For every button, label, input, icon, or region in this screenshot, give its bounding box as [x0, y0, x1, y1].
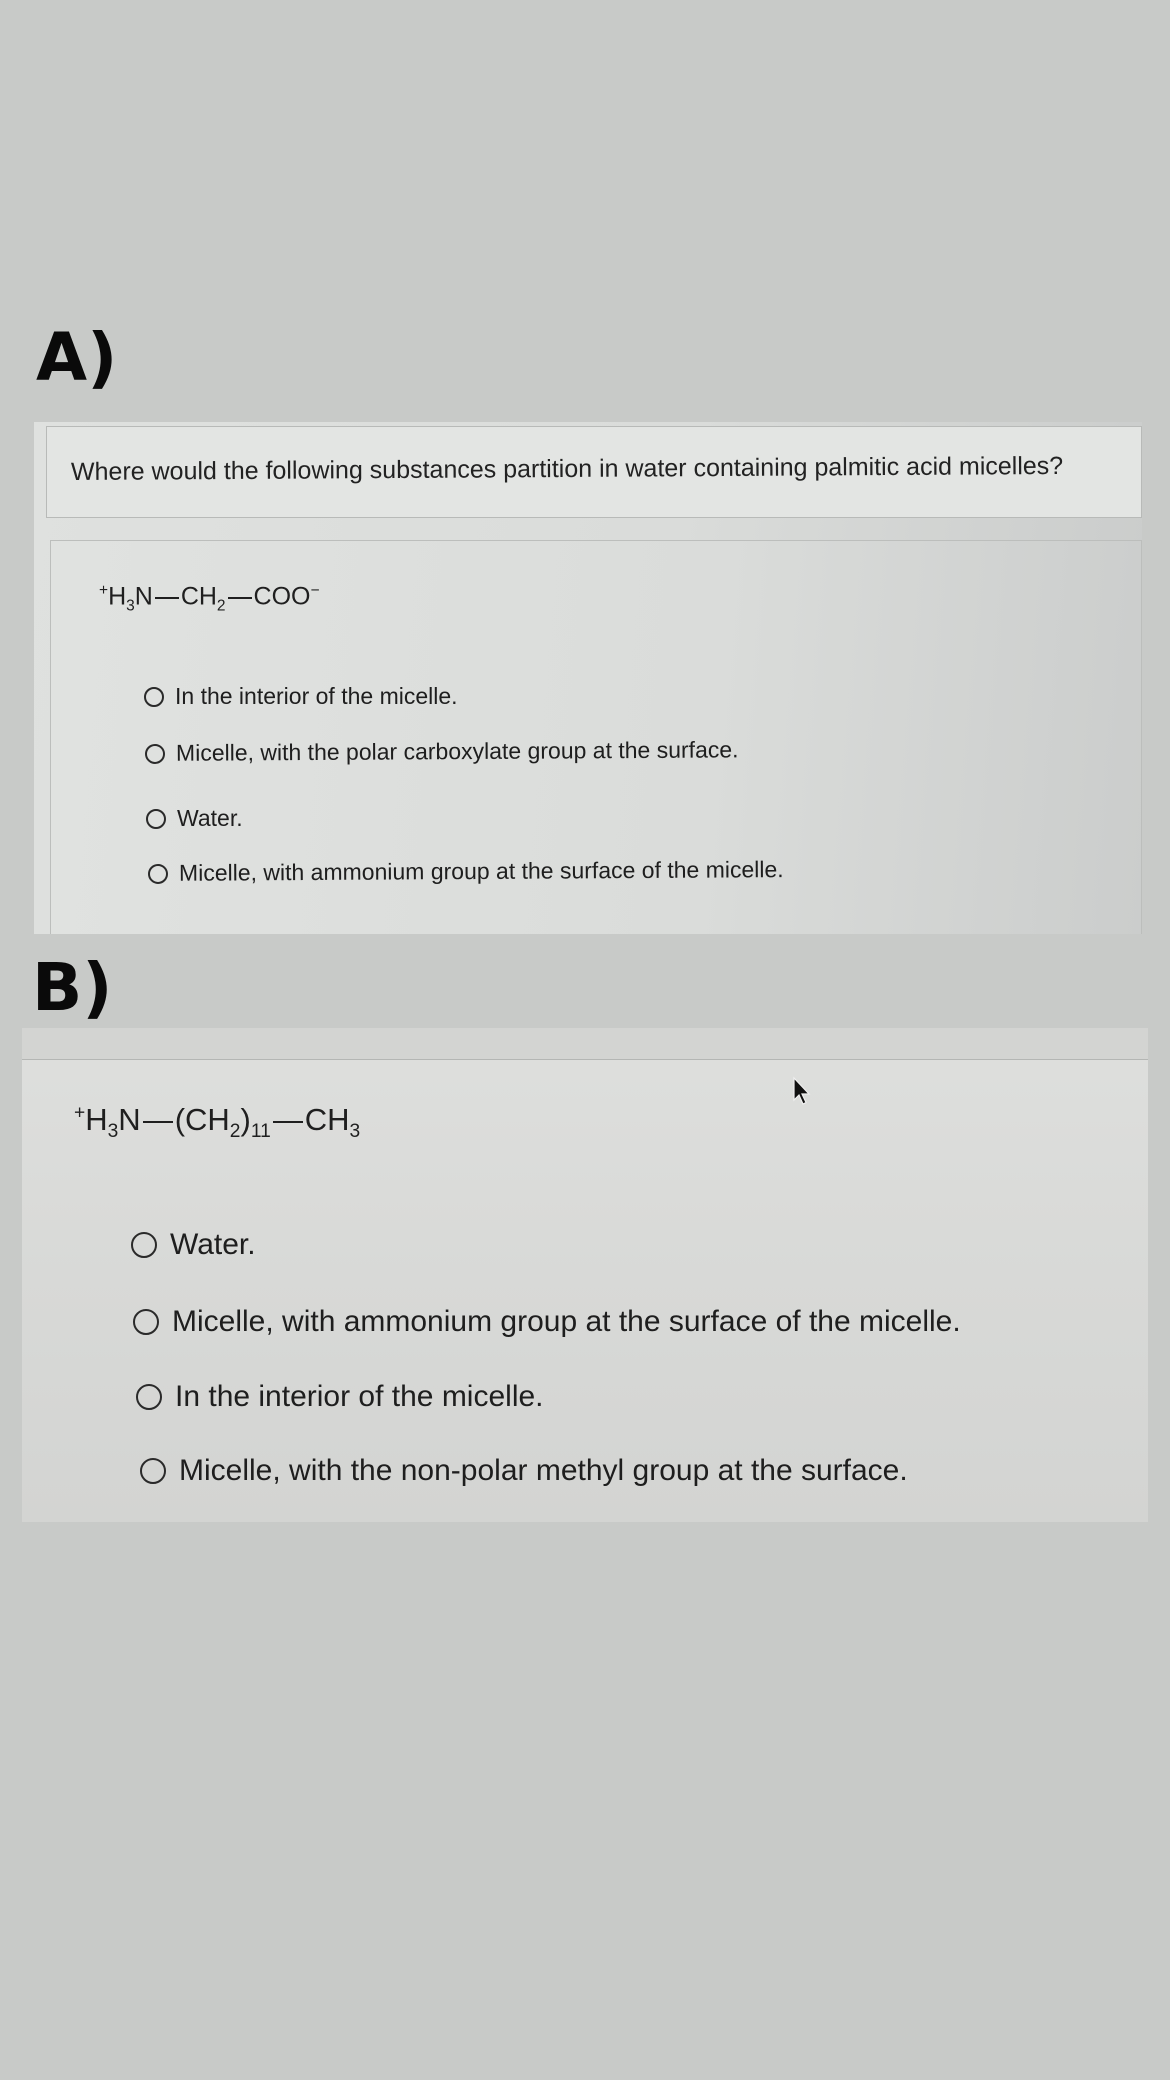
option-label: Water. [177, 805, 243, 831]
formula-methylene-sub: 2 [216, 597, 226, 615]
option-a-interior[interactable] [144, 683, 458, 710]
formula-methyl-sub: 3 [349, 1121, 361, 1143]
mouse-pointer-icon [790, 1076, 814, 1108]
formula-chain-open: (CH [174, 1102, 230, 1137]
option-b-interior[interactable] [136, 1380, 544, 1414]
option-label: Micelle, with ammonium group at the surface of the micelle. [178, 856, 784, 886]
option-label: Water. [170, 1228, 256, 1261]
dodecylammonium-formula [74, 1102, 360, 1143]
formula-nitrogen: N [134, 582, 153, 611]
panel-b-top-strip [22, 1028, 1148, 1060]
radio-unselected-icon[interactable] [136, 1384, 162, 1410]
section-a-label: A) [36, 319, 118, 396]
radio-unselected-icon[interactable] [145, 743, 165, 763]
radio-unselected-icon[interactable] [140, 1458, 166, 1484]
formula-carboxylate: COO [253, 582, 311, 611]
option-a-carboxylate-surface[interactable] [145, 736, 739, 767]
formula-nitrogen: N [118, 1102, 141, 1137]
option-b-methyl-surface[interactable] [140, 1454, 908, 1488]
question-text: Where would the following substances partition in water containing palmitic acid micelles? [70, 451, 1064, 486]
formula-amine-h: H [85, 1102, 108, 1137]
option-b-water[interactable] [131, 1228, 256, 1262]
section-b-label: B) [32, 949, 113, 1026]
option-b-ammonium-surface[interactable] [133, 1305, 961, 1339]
glycine-formula [99, 582, 320, 615]
option-label: Micelle, with ammonium group at the surface of the micelle. [172, 1305, 961, 1338]
formula-amine-h: H [108, 582, 127, 611]
radio-unselected-icon[interactable] [131, 1232, 157, 1258]
option-a-ammonium-surface[interactable] [148, 856, 784, 887]
radio-unselected-icon[interactable] [133, 1309, 159, 1335]
bond-line [155, 597, 179, 599]
formula-chain-close: ) [240, 1102, 251, 1137]
formula-methylene: CH [180, 582, 217, 611]
formula-methyl: CH [304, 1102, 350, 1137]
bond-line [143, 1121, 173, 1123]
formula-charge-positive: + [74, 1102, 86, 1124]
formula-charge-positive: + [99, 582, 109, 599]
radio-unselected-icon[interactable] [144, 687, 164, 707]
option-label: Micelle, with the polar carboxylate group at the surface. [175, 736, 739, 766]
formula-charge-negative: − [310, 582, 320, 599]
formula-amine-sub: 3 [126, 597, 135, 615]
option-label: In the interior of the micelle. [175, 1380, 544, 1413]
radio-unselected-icon[interactable] [146, 809, 166, 829]
bond-line [228, 597, 252, 599]
option-label: Micelle, with the non-polar methyl group at the surface. [179, 1454, 908, 1487]
formula-chain-count: 11 [250, 1121, 271, 1143]
formula-amine-sub: 3 [107, 1121, 119, 1143]
bond-line [273, 1121, 303, 1123]
option-a-water[interactable] [146, 805, 243, 832]
formula-chain-sub: 2 [229, 1121, 241, 1143]
radio-unselected-icon[interactable] [148, 863, 168, 883]
option-label: In the interior of the micelle. [175, 683, 458, 709]
